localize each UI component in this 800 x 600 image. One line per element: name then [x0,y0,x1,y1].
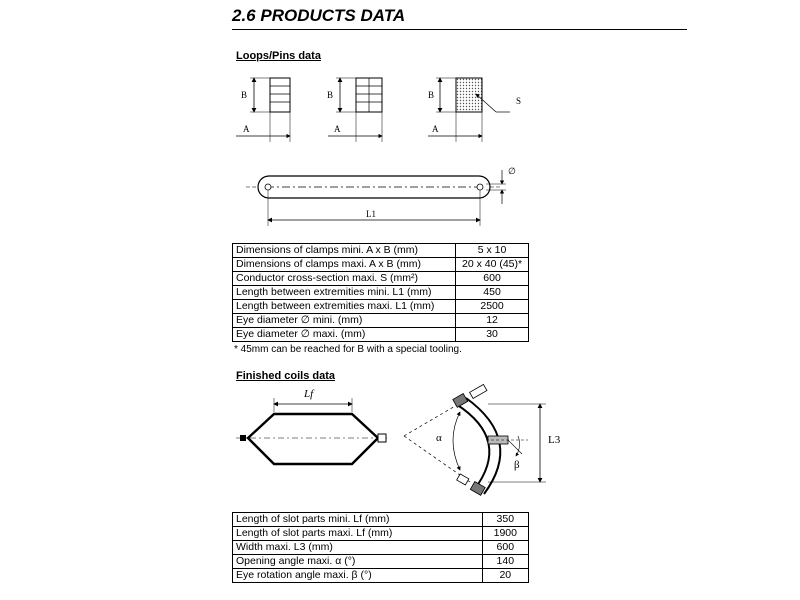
table-row: Eye rotation angle maxi. β (°) 20 [233,569,529,583]
dim-l1-label: L1 [366,209,376,219]
table-row: Conductor cross-section maxi. S (mm²) 600 [233,272,529,286]
clamp-section-solid [428,78,510,142]
dim-a-label-3: A [432,124,439,134]
coil-side-view [404,384,546,495]
dim-a-label-2: A [334,124,341,134]
table-row: Dimensions of clamps maxi. A x B (mm) 20 x 40 (45)* [233,258,529,272]
table-row: Opening angle maxi. α (°) 140 [233,555,529,569]
table-row: Length between extremities mini. L1 (mm) 450 [233,286,529,300]
table-row: Eye diameter ∅ mini. (mm) 12 [233,314,529,328]
dim-b-label-2: B [327,90,334,100]
loops-footnote: * 45mm can be reached for B with a special tooling. [234,344,462,355]
coil-front-view [236,398,390,464]
loop-pin-shape [246,170,506,226]
dim-lf-label: Lf [304,388,314,400]
coils-data-table [232,512,529,583]
dim-b-label: B [241,90,248,100]
coils-section-heading: Finished coils data [236,370,336,382]
angle-alpha-label: α [436,432,442,444]
loops-section-heading: Loops/Pins data [236,50,321,62]
dim-a-label: A [243,124,250,134]
dim-b-label-3: B [428,90,435,100]
page-title: 2.6 PRODUCTS DATA [232,6,687,30]
dim-l3-label: L3 [548,434,561,446]
table-row: Length of slot parts maxi. Lf (mm) 1900 [233,527,529,541]
loops-data-table [232,243,529,342]
table-row: Width maxi. L3 (mm) 600 [233,541,529,555]
table-row: Eye diameter ∅ maxi. (mm) 30 [233,328,529,342]
angle-beta-label: β [514,459,520,471]
table-row: Dimensions of clamps mini. A x B (mm) 5 x 10 [233,244,529,258]
table-row: Length of slot parts mini. Lf (mm) 350 [233,513,529,527]
dim-s-label: S [516,96,522,106]
dim-diameter-label: ∅ [508,166,516,176]
table-row: Length between extremities maxi. L1 (mm) 2500 [233,300,529,314]
